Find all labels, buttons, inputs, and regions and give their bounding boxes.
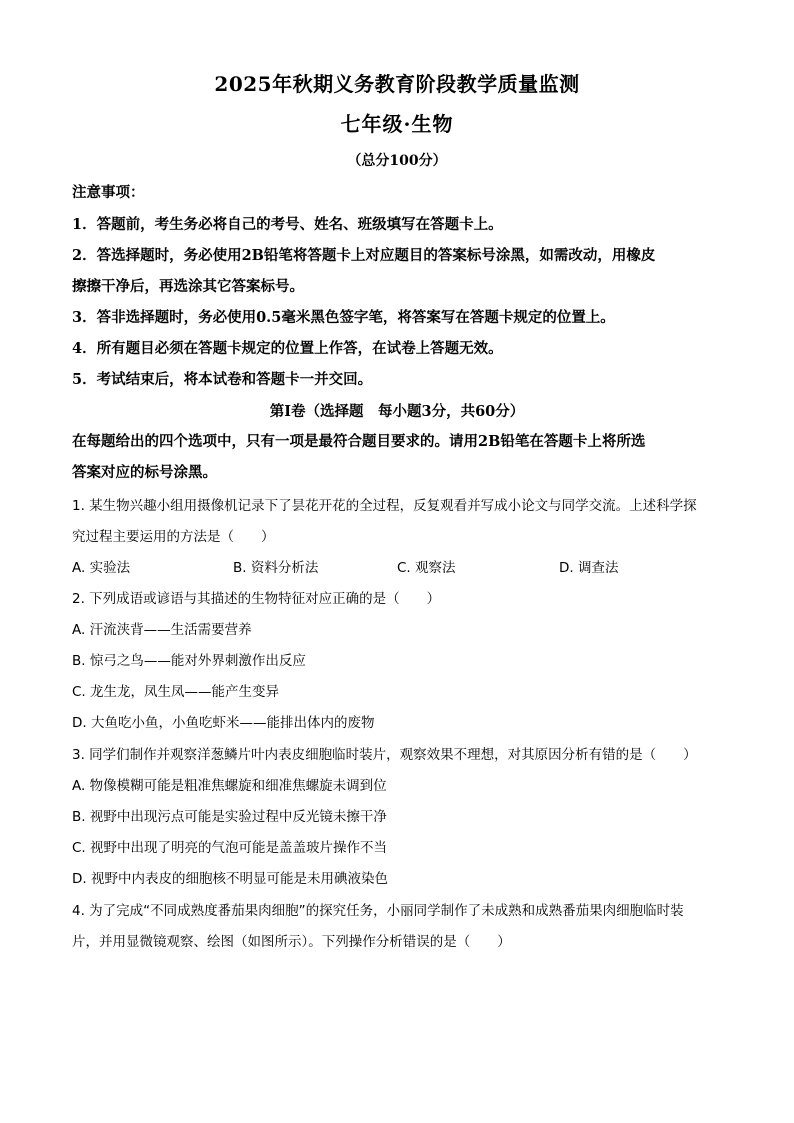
exam-subject: 七年级·生物 — [340, 112, 454, 136]
notes-heading: 注意事项： — [72, 184, 145, 201]
section-title: 第Ⅰ卷（选择题 每小题3分，共60分） — [269, 403, 525, 420]
exam-title: 2025年秋期义务教育阶段教学质量监测 — [214, 72, 580, 96]
exam-total-score: （总分100分） — [347, 153, 447, 169]
section-instruction-line-2: 答案对应的标号涂黑。 — [72, 464, 217, 481]
note-item-3: 3．答非选择题时，务必使用0.5毫米黑色签字笔，将答案写在答题卡规定的位置上。 — [72, 309, 615, 326]
question-2-option-a: A. 汗流浃背——生活需要营养 — [72, 622, 252, 638]
question-1-option-d: D. 调查法 — [559, 560, 619, 576]
question-3-option-a: A. 物像模糊可能是粗准焦螺旋和细准焦螺旋未调到位 — [72, 778, 387, 794]
question-2-option-b: B. 惊弓之鸟——能对外界刺激作出反应 — [72, 653, 306, 669]
question-2-option-d: D. 大鱼吃小鱼，小鱼吃虾米——能排出体内的废物 — [72, 715, 375, 731]
question-2-option-c: C. 龙生龙，凤生凤——能产生变异 — [72, 684, 280, 700]
question-1-option-a: A. 实验法 — [72, 560, 131, 576]
question-3-option-d: D. 视野中内表皮的细胞核不明显可能是未用碘液染色 — [72, 871, 388, 887]
note-item-2: 2．答选择题时，务必使用2B铅笔将答题卡上对应题目的答案标号涂黑，如需改动，用橡皮 — [72, 247, 656, 264]
question-3-stem: 3. 同学们制作并观察洋葱鳞片叶内表皮细胞临时装片，观察效果不理想，对其原因分析有错的是（ ） — [72, 747, 697, 763]
section-instruction-line-1: 在每题给出的四个选项中，只有一项是最符合题目要求的。请用2B铅笔在答题卡上将所选 — [72, 433, 646, 450]
note-item-4: 4．所有题目必须在答题卡规定的位置上作答，在试卷上答题无效。 — [72, 340, 503, 357]
question-3-option-b: B. 视野中出现污点可能是实验过程中反光镜未擦干净 — [72, 809, 387, 825]
question-1-stem-line-1: 1. 某生物兴趣小组用摄像机记录下了昙花开花的全过程，反复观看并写成小论文与同学交流。上述科学探 — [72, 498, 697, 514]
note-item-2-continued: 擦擦干净后，再选涂其它答案标号。 — [72, 278, 304, 295]
question-4-stem-line-2: 片，并用显微镜观察、绘图（如图所示）。下列操作分析错误的是（ ） — [72, 934, 511, 950]
note-item-5: 5．考试结束后，将本试卷和答题卡一并交回。 — [72, 371, 373, 388]
question-2-stem: 2. 下列成语或谚语与其描述的生物特征对应正确的是（ ） — [72, 591, 441, 607]
question-1-option-c: C. 观察法 — [397, 560, 456, 576]
question-3-option-c: C. 视野中出现了明亮的气泡可能是盖盖玻片操作不当 — [72, 840, 388, 856]
question-1-option-b: B. 资料分析法 — [233, 560, 319, 576]
question-4-stem-line-1: 4. 为了完成“不同成熟度番茄果肉细胞”的探究任务，小丽同学制作了未成熟和成熟番茄果肉细胞临时装 — [72, 903, 684, 919]
note-item-1: 1．答题前，考生务必将自己的考号、姓名、班级填写在答题卡上。 — [72, 216, 503, 233]
question-1-stem-line-2: 究过程主要运用的方法是（ ） — [72, 529, 275, 545]
